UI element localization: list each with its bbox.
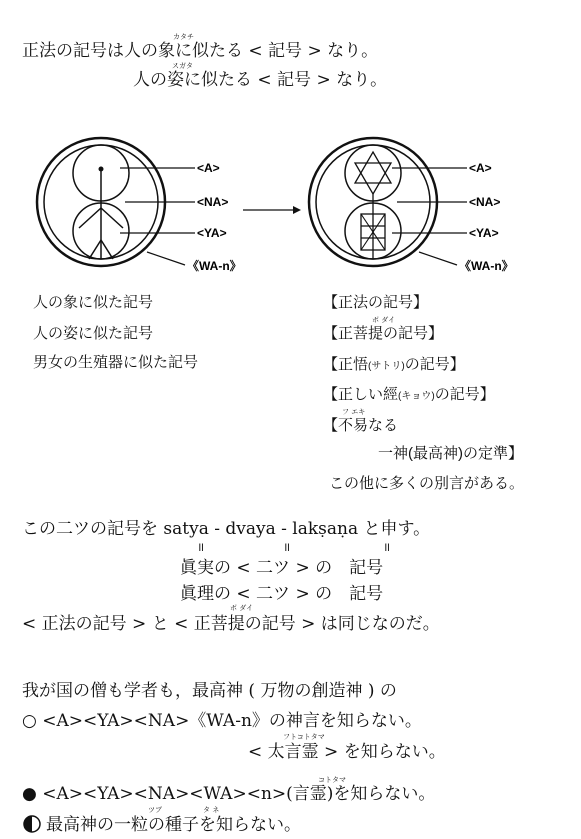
item4-end: の記号】 bbox=[434, 386, 495, 403]
right-list-item-3 bbox=[323, 355, 465, 377]
right-figure-diagram bbox=[303, 122, 543, 287]
left-list-item-2: 人の姿に似た記号 bbox=[33, 325, 154, 342]
intro-ruby-2: スガタ bbox=[172, 62, 193, 70]
bottom-ruby-5b: タ ネ bbox=[203, 806, 220, 814]
item3-end: の記号】 bbox=[404, 356, 465, 373]
item4-main: 【正しい經 bbox=[323, 386, 399, 403]
label-ya-left: <YA> bbox=[197, 226, 227, 240]
right-list-item-2: 【正菩提の記号】 bbox=[323, 325, 444, 342]
left-figure-diagram bbox=[35, 122, 315, 287]
label-a-left: <A> bbox=[197, 161, 220, 175]
bottom-ruby-3: フトコトタマ bbox=[283, 733, 325, 741]
left-list-item-3: 男女の生殖器に似た記号 bbox=[33, 354, 199, 371]
right-list-item-4 bbox=[323, 385, 495, 407]
label-a-right: <A> bbox=[469, 161, 492, 175]
bottom-ruby-5a: ツブ bbox=[148, 806, 162, 814]
label-wan-left: 《WA-n》 bbox=[187, 259, 242, 273]
label-ya-right: <YA> bbox=[469, 226, 499, 240]
satya-line-1: この二ツの記号を satya - dvaya - lakṣaṇa と申す。 bbox=[22, 519, 431, 539]
bottom-line-3: < 太言霊 > を知らない。 bbox=[248, 742, 446, 762]
satya-line-2: 眞実の < 二ツ > の 記号 bbox=[180, 558, 384, 578]
intro-line-2: 人の姿に似たる < 記号 > なり。 bbox=[133, 70, 388, 90]
right-list-item-6: 一神(最高神)の定準】 bbox=[378, 445, 523, 462]
eq-mark-3: ॥ bbox=[383, 540, 391, 554]
item4-paren: (キョウ) bbox=[398, 391, 435, 402]
half-circle-icon bbox=[22, 814, 42, 834]
right-list-item-7: この他に多くの別言がある。 bbox=[329, 475, 525, 492]
bottom-line-2: ○ <A><YA><NA>《WA-n》の神言を知らない。 bbox=[22, 711, 422, 731]
satya-ruby-4: ボ ダイ bbox=[230, 604, 254, 612]
satya-line-3: 眞理の < 二ツ > の 記号 bbox=[180, 584, 384, 604]
intro-ruby-1: カタチ bbox=[173, 33, 194, 41]
right-list-item-5: 【不易なる bbox=[323, 417, 399, 434]
item3-paren: (サトリ) bbox=[368, 361, 405, 372]
eq-mark-2: ॥ bbox=[283, 540, 291, 554]
bottom-line-5: 最高神の一粒の種子を知らない。 bbox=[46, 815, 301, 835]
satya-line-4: < 正法の記号 > と < 正菩提の記号 > は同じなのだ。 bbox=[22, 614, 440, 634]
eq-mark-1: ॥ bbox=[197, 540, 205, 554]
intro-line-1: 正法の記号は人の象に似たる < 記号 > なり。 bbox=[22, 41, 379, 61]
right-list-item-1: 【正法の記号】 bbox=[323, 294, 429, 311]
right-ruby-2: ボ ダイ bbox=[372, 316, 396, 324]
bottom-line-1: 我が国の僧も学者も，最高神 ( 万物の創造神 ) の bbox=[22, 681, 397, 701]
label-wan-right: 《WA-n》 bbox=[459, 259, 514, 273]
bottom-line-4: ● <A><YA><NA><WA><n>(言霊)を知らない。 bbox=[22, 784, 436, 804]
label-na-right: <NA> bbox=[469, 195, 501, 209]
item3-main: 【正悟 bbox=[323, 356, 369, 373]
label-na-left: <NA> bbox=[197, 195, 229, 209]
left-list-item-1: 人の象に似た記号 bbox=[33, 294, 154, 311]
right-ruby-5: フ エキ bbox=[342, 408, 366, 416]
bottom-ruby-4: コトタマ bbox=[318, 776, 346, 784]
